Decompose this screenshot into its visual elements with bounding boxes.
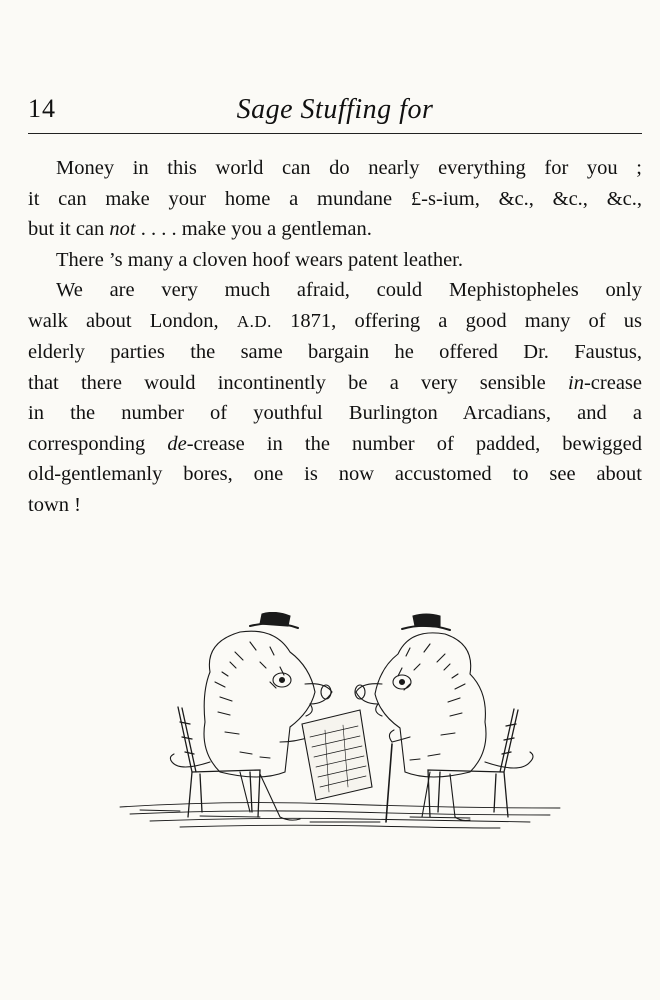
paragraph-3 xyxy=(28,275,642,520)
page-header xyxy=(28,94,642,134)
text-span: -crease xyxy=(583,371,642,394)
text-line xyxy=(28,429,642,460)
right-chair xyxy=(428,709,518,817)
text-line xyxy=(28,368,642,399)
text-line: in the number of youthful Burlington Arcadians, and a xyxy=(28,402,642,424)
italic-word: not xyxy=(109,218,136,240)
left-chair xyxy=(178,707,260,817)
text-span: . . . . make you a gentleman. xyxy=(135,218,372,240)
text-span: corresponding xyxy=(28,432,168,455)
header-rule xyxy=(28,133,642,134)
text-span: 1871, offering a good many of us xyxy=(271,309,642,332)
body-text xyxy=(28,153,642,520)
running-title: Sage Stuffing for xyxy=(236,94,434,125)
text-span: but it can xyxy=(28,218,110,240)
text-line: Money in this world can do nearly everything for you ; xyxy=(56,157,642,179)
text-span: walk about London, xyxy=(28,309,237,332)
text-line: town ! xyxy=(28,493,81,516)
italic-word: de xyxy=(167,432,187,455)
italic-word: in xyxy=(568,371,584,394)
text-span: -crease in the number of padded, bewigged xyxy=(186,432,642,455)
text-line: old-gentlemanly bores, one is now accustomed to see about xyxy=(28,463,642,485)
text-span: that there would incontinently be a very sensible xyxy=(28,371,569,394)
small-caps-era: A.D. xyxy=(236,311,272,331)
text-line: elderly parties the same bargain he offered Dr. Faustus, xyxy=(28,341,642,363)
paragraph-2 xyxy=(28,245,642,276)
text-line: We are very much afraid, could Mephistopheles only xyxy=(56,279,642,301)
page-number: 14 xyxy=(28,94,56,123)
boar-gentlemen-illustration xyxy=(110,612,570,842)
text-line xyxy=(28,306,642,338)
paragraph-1 xyxy=(28,153,642,245)
text-line: There ’s many a cloven hoof wears patent leather. xyxy=(56,248,463,271)
text-line xyxy=(28,214,642,245)
text-line: it can make your home a mundane £-s-ium, &c., &c., &c., xyxy=(28,187,642,210)
